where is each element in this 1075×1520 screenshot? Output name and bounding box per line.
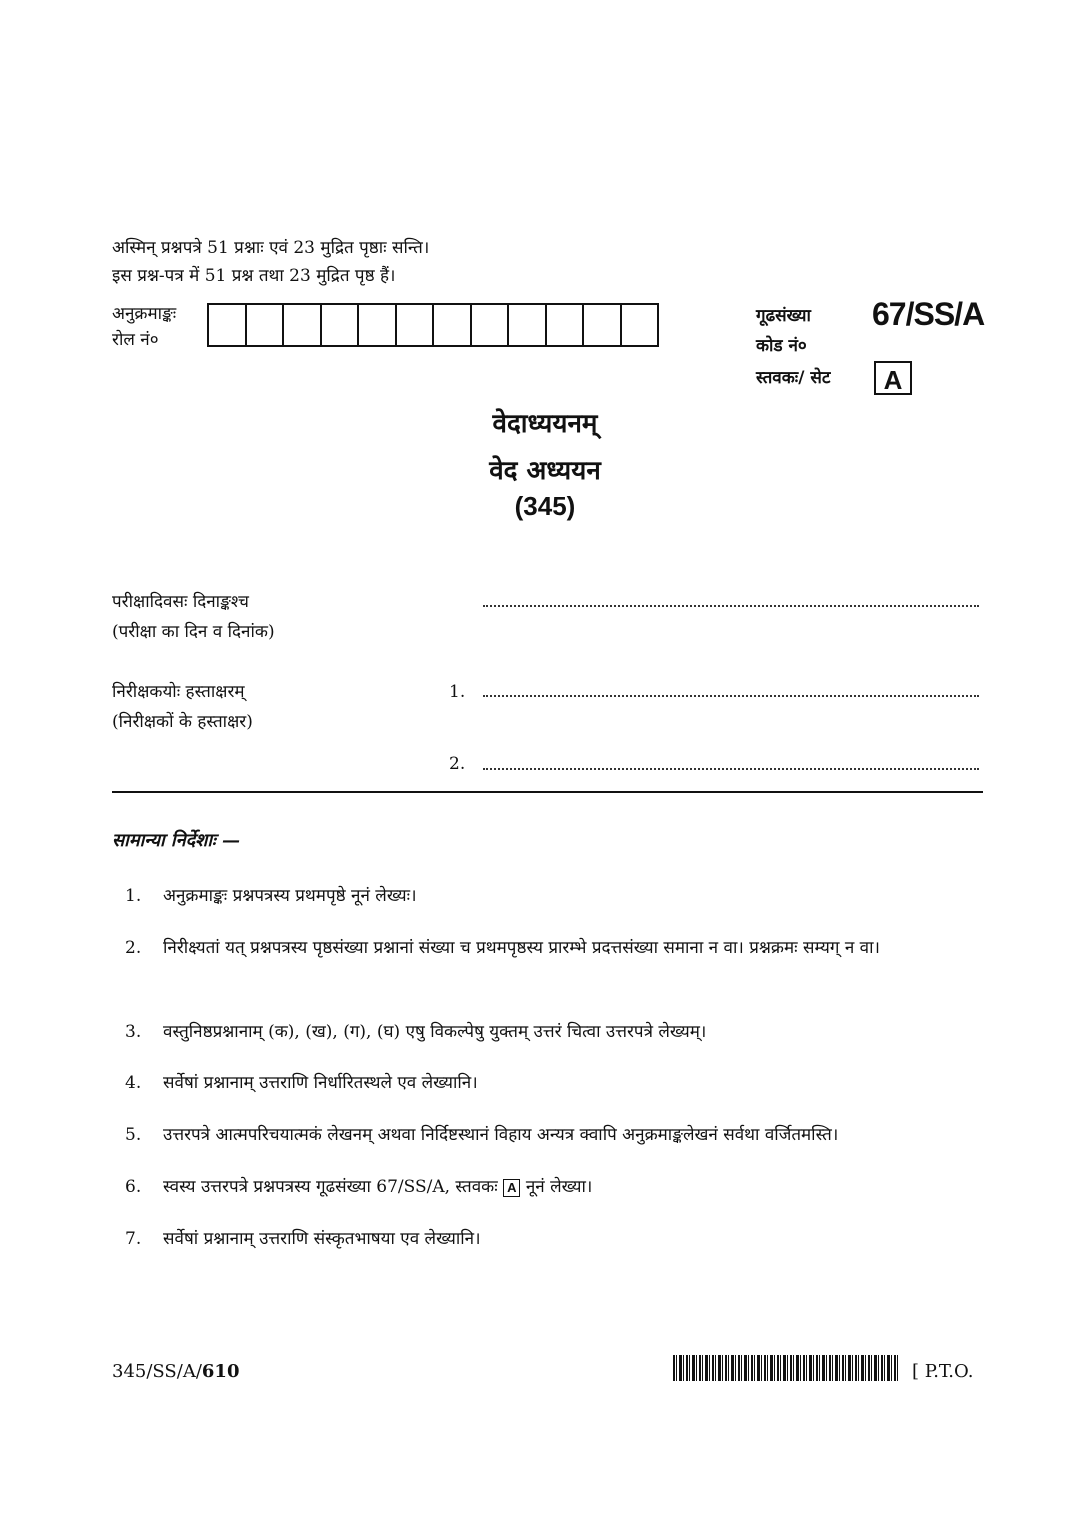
pages-note-hindi: इस प्रश्न-पत्र में 51 प्रश्न तथा 23 मुद्रित पृष्ठ हैं। xyxy=(112,266,396,286)
roll-cell[interactable] xyxy=(359,305,397,345)
roll-cell[interactable] xyxy=(247,305,285,345)
instruction-number: 6. xyxy=(125,1177,142,1197)
pto-label: [ P.T.O. xyxy=(912,1361,974,1382)
roll-cell[interactable] xyxy=(322,305,360,345)
instruction-item xyxy=(125,1017,985,1047)
paper-code-prefix: 345/SS/A/ xyxy=(112,1361,202,1382)
signature-1-number: 1. xyxy=(449,682,466,702)
instruction-text: वस्तुनिष्ठप्रश्नानाम् (क), (ख), (ग), (घ) एषु विकल्पेषु युक्तम् उत्तरं चित्वा उत्तरपत्रे लेख्यम्। xyxy=(163,1022,707,1042)
paper-code xyxy=(112,1361,239,1382)
instruction-number: 3. xyxy=(125,1022,142,1042)
roll-cell[interactable] xyxy=(622,305,660,345)
exam-date-label-hindi: (परीक्षा का दिन व दिनांक) xyxy=(112,622,275,642)
roll-number-boxes[interactable] xyxy=(207,303,659,347)
instruction-item xyxy=(125,1068,985,1098)
divider xyxy=(112,791,983,793)
roll-label-sanskrit: अनुक्रमाङ्कः xyxy=(112,304,177,324)
instruction-item xyxy=(125,933,985,963)
instruction-item xyxy=(125,1172,985,1202)
signature-1-field[interactable] xyxy=(483,695,979,697)
instruction-text: अनुक्रमाङ्कः प्रश्नपत्रस्य प्रथमपृष्ठे नूनं लेख्यः। xyxy=(163,886,417,906)
instruction-text: निरीक्ष्यतां यत् प्रश्नपत्रस्य पृष्ठसंख्या प्रश्नानां संख्या च प्रथमपृष्ठस्य प्रारम्भे प्रदत्तसंख्या समाना न वा। प्रश्नक्रमः सम्यग् न वा। xyxy=(163,938,880,958)
instruction-number: 1. xyxy=(125,886,142,906)
roll-cell[interactable] xyxy=(509,305,547,345)
exam-date-field[interactable] xyxy=(483,605,979,607)
instruction-text: स्वस्य उत्तरपत्रे प्रश्नपत्रस्य गूढसंख्या 67/SS/A, स्तवकः xyxy=(163,1177,498,1197)
instruction-text: नूनं लेख्या। xyxy=(525,1177,593,1197)
invigilator-label-sanskrit: निरीक्षकयोः हस्ताक्षरम् xyxy=(112,682,245,702)
set-box: A xyxy=(874,361,912,395)
roll-cell[interactable] xyxy=(472,305,510,345)
instruction-number: 7. xyxy=(125,1229,142,1249)
instruction-number: 5. xyxy=(125,1125,142,1145)
code-label-sanskrit: गूढसंख्या xyxy=(756,306,811,326)
instruction-number: 4. xyxy=(125,1073,142,1093)
roll-label-hindi: रोल नं० xyxy=(112,330,159,350)
instruction-text: सर्वेषां प्रश्नानाम् उत्तराणि निर्धारितस्थले एव लेख्यानि। xyxy=(163,1073,478,1093)
roll-cell[interactable] xyxy=(434,305,472,345)
set-label: स्तवकः/ सेट xyxy=(756,368,831,388)
exam-date-label-sanskrit: परीक्षादिवसः दिनाङ्कश्च xyxy=(112,592,249,612)
instructions-heading: सामान्या निर्देशाः — xyxy=(112,830,240,851)
instruction-item xyxy=(125,1120,985,1150)
set-inline-box: A xyxy=(503,1179,520,1197)
instruction-item xyxy=(125,881,985,911)
subject-code: (345) xyxy=(514,491,576,521)
roll-cell[interactable] xyxy=(584,305,622,345)
instruction-text: सर्वेषां प्रश्नानाम् उत्तराणि संस्कृतभाषया एव लेख्यानि। xyxy=(163,1229,481,1249)
roll-cell[interactable] xyxy=(209,305,247,345)
pages-note-sanskrit: अस्मिन् प्रश्नपत्रे 51 प्रश्नाः एवं 23 मुद्रित पृष्ठाः सन्ति। xyxy=(112,238,430,258)
roll-cell[interactable] xyxy=(547,305,585,345)
subject-title-hindi: वेद अध्ययन xyxy=(489,456,601,486)
code-number: 67/SS/A xyxy=(872,296,985,332)
subject-title-sanskrit: वेदाध्ययनम् xyxy=(492,409,598,439)
instruction-number: 2. xyxy=(125,938,142,958)
code-label-hindi: कोड नं० xyxy=(756,336,807,356)
roll-cell[interactable] xyxy=(397,305,435,345)
invigilator-label-hindi: (निरीक्षकों के हस्ताक्षर) xyxy=(112,712,253,732)
instruction-item xyxy=(125,1224,985,1254)
barcode-icon xyxy=(673,1355,899,1381)
instruction-text: उत्तरपत्रे आत्मपरिचयात्मकं लेखनम् अथवा निर्दिष्टस्थानं विहाय अन्यत्र क्वापि अनुक्रमाङ्कलेखनं सर्वथा वर्जितमस्ति। xyxy=(163,1125,839,1145)
paper-code-suffix: 610 xyxy=(201,1361,240,1382)
roll-cell[interactable] xyxy=(284,305,322,345)
signature-2-field[interactable] xyxy=(483,768,979,770)
signature-2-number: 2. xyxy=(449,754,466,774)
